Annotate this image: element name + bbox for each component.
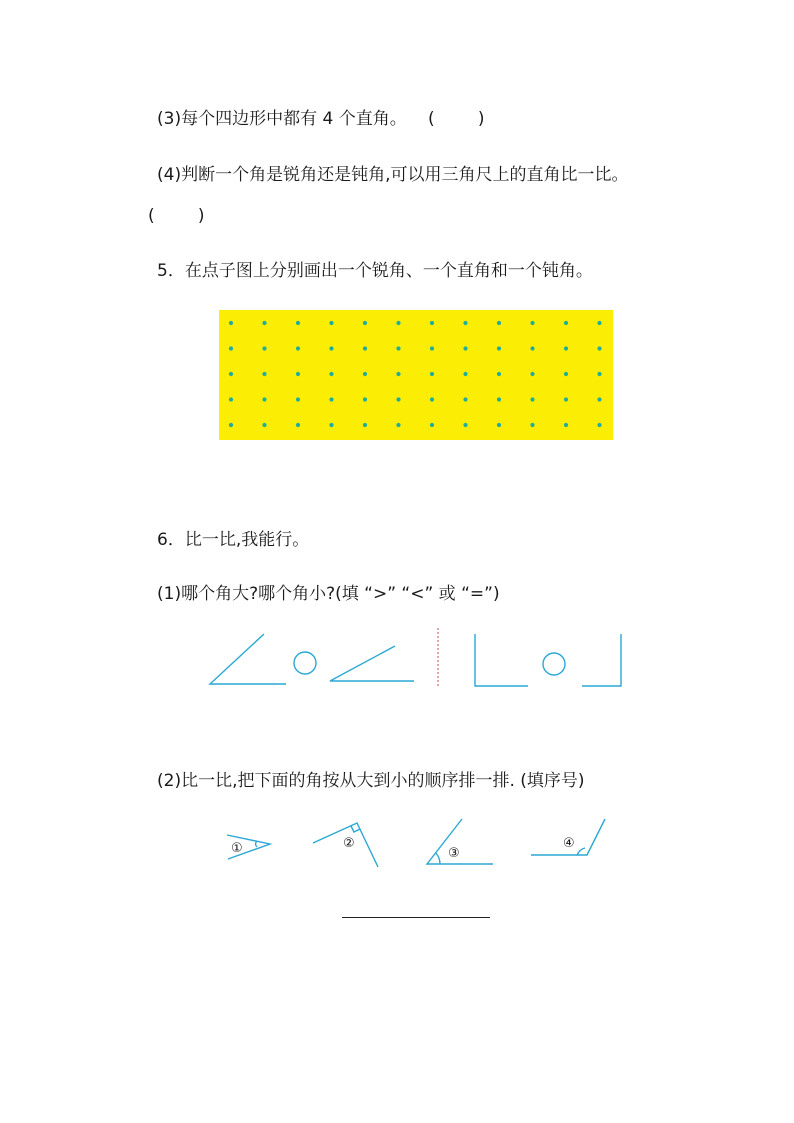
- grid-dot[interactable]: [463, 346, 467, 350]
- angle-2: [313, 823, 378, 867]
- grid-dot[interactable]: [497, 346, 501, 350]
- question-5-text: 5．在点子图上分别画出一个锐角、一个直角和一个钝角。: [157, 261, 593, 281]
- grid-dot[interactable]: [396, 321, 400, 325]
- grid-dot[interactable]: [363, 321, 367, 325]
- grid-dot[interactable]: [396, 372, 400, 376]
- ordering-angles: [227, 819, 605, 867]
- grid-dot[interactable]: [329, 423, 333, 427]
- grid-dot[interactable]: [564, 423, 568, 427]
- compare-circle-left[interactable]: [294, 652, 316, 674]
- grid-dot[interactable]: [597, 346, 601, 350]
- grid-dot[interactable]: [296, 397, 300, 401]
- compare-circle-right[interactable]: [543, 653, 565, 675]
- grid-dot[interactable]: [363, 423, 367, 427]
- grid-dot[interactable]: [430, 321, 434, 325]
- compare-pair-left: [210, 634, 414, 684]
- angle-2-label: ②: [343, 836, 355, 851]
- angle-left-a: [210, 634, 286, 684]
- question-6-title: 6．比一比,我能行。: [157, 530, 310, 550]
- grid-dot[interactable]: [530, 346, 534, 350]
- grid-dot[interactable]: [229, 423, 233, 427]
- grid-dot[interactable]: [229, 321, 233, 325]
- grid-dot[interactable]: [262, 321, 266, 325]
- angle-4-label: ④: [563, 836, 575, 851]
- question-3-text: (3)每个四边形中都有 4 个直角。: [157, 109, 407, 129]
- grid-dot[interactable]: [564, 346, 568, 350]
- question-3-answer-blank[interactable]: ( ): [428, 109, 485, 129]
- angle-3: [427, 819, 493, 864]
- grid-dot[interactable]: [329, 372, 333, 376]
- question-6-part-2: (2)比一比,把下面的角按从大到小的顺序排一排. (填序号): [157, 771, 585, 791]
- grid-dot[interactable]: [530, 372, 534, 376]
- angle-2-right-mark: [351, 826, 360, 832]
- angle-left-b: [330, 646, 414, 681]
- grid-dot[interactable]: [262, 372, 266, 376]
- grid-dot[interactable]: [329, 346, 333, 350]
- grid-dot[interactable]: [262, 423, 266, 427]
- grid-dot[interactable]: [296, 372, 300, 376]
- grid-dot[interactable]: [530, 423, 534, 427]
- grid-dot[interactable]: [296, 346, 300, 350]
- grid-dot[interactable]: [396, 397, 400, 401]
- grid-dot[interactable]: [229, 397, 233, 401]
- grid-dot[interactable]: [262, 346, 266, 350]
- grid-dot[interactable]: [262, 397, 266, 401]
- grid-dot[interactable]: [430, 346, 434, 350]
- grid-dot[interactable]: [329, 397, 333, 401]
- grid-dot[interactable]: [363, 397, 367, 401]
- question-4-answer-blank[interactable]: ( ): [148, 206, 205, 226]
- grid-dot[interactable]: [463, 372, 467, 376]
- grid-dot[interactable]: [430, 372, 434, 376]
- grid-dot[interactable]: [363, 372, 367, 376]
- question-6-part-1: (1)哪个角大?哪个角小?(填 “>” “<” 或 “=”): [157, 584, 500, 604]
- grid-dot[interactable]: [396, 423, 400, 427]
- question-4-text: (4)判断一个角是锐角还是钝角,可以用三角尺上的直角比一比。: [157, 165, 629, 185]
- angle-4-arc: [577, 848, 585, 855]
- compare-pair-right: [475, 634, 621, 686]
- dot-grid[interactable]: [219, 310, 613, 440]
- angle-1-arc: [256, 841, 258, 847]
- grid-dot[interactable]: [497, 397, 501, 401]
- grid-dot[interactable]: [497, 372, 501, 376]
- angle-3-arc: [436, 853, 440, 864]
- angle-right-a: [475, 634, 528, 686]
- grid-dot[interactable]: [530, 321, 534, 325]
- grid-dot[interactable]: [597, 372, 601, 376]
- grid-dot[interactable]: [597, 423, 601, 427]
- grid-dot[interactable]: [430, 423, 434, 427]
- grid-dot[interactable]: [597, 321, 601, 325]
- grid-dot[interactable]: [463, 321, 467, 325]
- grid-dot[interactable]: [463, 423, 467, 427]
- grid-dot[interactable]: [564, 397, 568, 401]
- angle-1-label: ①: [231, 841, 243, 856]
- grid-dot[interactable]: [296, 423, 300, 427]
- grid-dot[interactable]: [497, 423, 501, 427]
- grid-dot[interactable]: [564, 321, 568, 325]
- grid-dot[interactable]: [363, 346, 367, 350]
- ordering-answer-line[interactable]: [342, 917, 490, 918]
- angle-4: [531, 819, 605, 855]
- angle-right-b: [582, 634, 621, 686]
- grid-dot[interactable]: [329, 321, 333, 325]
- grid-dot[interactable]: [396, 346, 400, 350]
- grid-dot[interactable]: [463, 397, 467, 401]
- grid-dot[interactable]: [497, 321, 501, 325]
- grid-dot[interactable]: [564, 372, 568, 376]
- grid-dot[interactable]: [430, 397, 434, 401]
- dot-grid-background: [219, 310, 613, 440]
- grid-dot[interactable]: [597, 397, 601, 401]
- angle-3-label: ③: [448, 846, 460, 861]
- grid-dot[interactable]: [530, 397, 534, 401]
- angle-1: [227, 835, 270, 859]
- grid-dot[interactable]: [229, 372, 233, 376]
- grid-dot[interactable]: [296, 321, 300, 325]
- grid-dot[interactable]: [229, 346, 233, 350]
